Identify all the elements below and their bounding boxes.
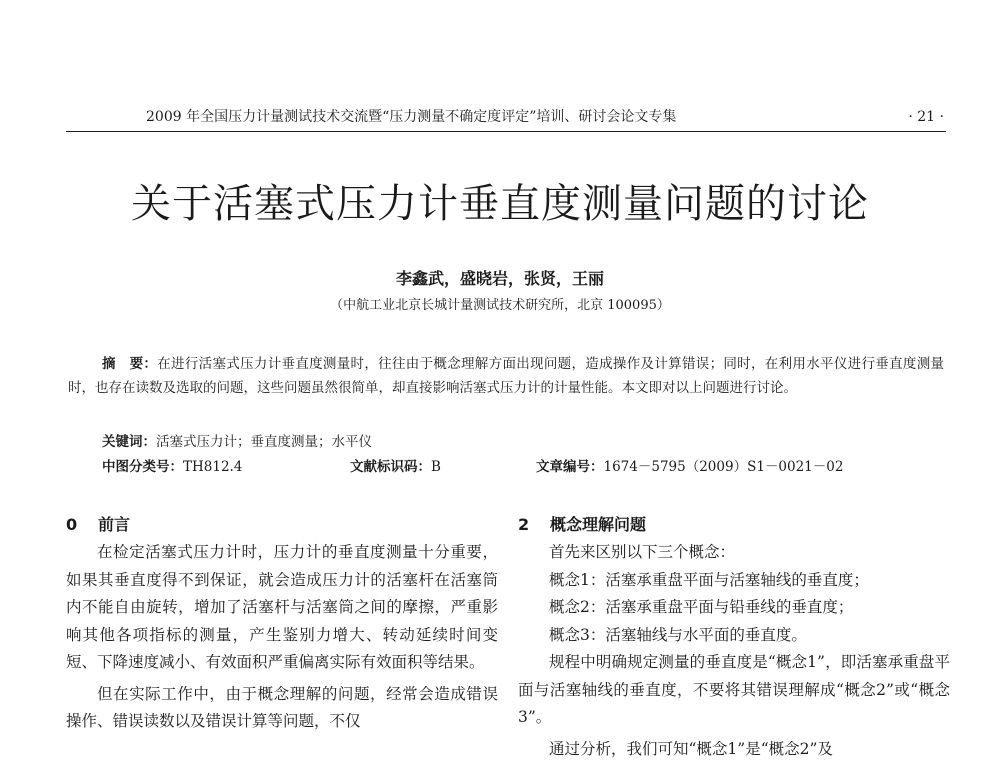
abstract-text: 在进行活塞式压力计垂直度测量时，往往由于概念理解方面出现问题，造成操作及计算错误；同时，在利用水平仪进行垂直度测量时，也存在读数及选取的问题，这些问题虽然很简单，却直接影响活塞式压力计的计量性能。本文即对以上问题进行讨论。: [68, 356, 944, 396]
left-column: [66, 510, 498, 736]
keywords: [102, 431, 372, 453]
classification-row: [102, 456, 944, 478]
keywords-text: 活塞式压力计；垂直度测量；水平仪: [156, 434, 372, 450]
section-title: 前言: [98, 515, 130, 534]
clc-number: [102, 456, 242, 478]
section-title: 概念理解问题: [550, 515, 646, 534]
doc-code-value: B: [431, 459, 441, 475]
article-number: [536, 456, 843, 478]
concepts-paragraph-2: 通过分析，我们可知“概念1”是“概念2”及: [518, 736, 950, 763]
section-heading-intro: [66, 510, 498, 539]
article-number-label: 文章编号：: [536, 459, 604, 475]
keywords-label: 关键词：: [102, 434, 156, 450]
right-column: [518, 510, 950, 763]
section-heading-concepts: [518, 510, 950, 539]
concept-item: 概念1：活塞承重盘平面与活塞轴线的垂直度；: [518, 567, 950, 595]
authors: 李鑫武，盛晓岩，张贤，王丽: [0, 268, 1000, 290]
section-number: 2: [518, 510, 550, 539]
clc-label: 中图分类号：: [102, 459, 183, 475]
intro-paragraph-2: 但在实际工作中，由于概念理解的问题，经常会造成错误操作、错误读数以及错误计算等问题，不仅: [66, 681, 498, 736]
section-number: 0: [66, 510, 98, 539]
abstract: [68, 352, 944, 400]
concept-item: 概念2：活塞承重盘平面与铅垂线的垂直度；: [518, 594, 950, 622]
abstract-label: 摘 要：: [102, 356, 157, 372]
affiliation: （中航工业北京长城计量测试技术研究所，北京 100095）: [0, 296, 1000, 316]
intro-paragraph-1: 在检定活塞式压力计时，压力计的垂直度测量十分重要，如果其垂直度得不到保证，就会造成压力计的活塞杆在活塞筒内不能自由旋转，增加了活塞杆与活塞筒之间的摩擦，严重影响其他各项指标的测量，产生鉴别力增大、转动延续时间变短、下降速度减小、有效面积严重偏离实际有效面积等结果。: [66, 539, 498, 677]
header-rule: [66, 131, 946, 132]
doc-code-label: 文献标识码：: [350, 459, 431, 475]
concept-item: 概念3：活塞轴线与水平面的垂直度。: [518, 622, 950, 650]
concepts-lead: 首先来区别以下三个概念：: [518, 539, 950, 567]
concepts-paragraph-1: 规程中明确规定测量的垂直度是“概念1”，即活塞承重盘平面与活塞轴线的垂直度，不要将其错误理解成“概念2”或“概念3”。: [518, 649, 950, 732]
running-header: [66, 106, 946, 128]
collection-title: 2009 年全国压力计量测试技术交流暨“压力测量不确定度评定”培训、研讨会论文专集: [146, 106, 676, 128]
document-code: [350, 456, 441, 478]
page-number: · 21 ·: [908, 106, 944, 128]
clc-value: TH812.4: [183, 459, 242, 475]
article-number-value: 1674－5795（2009）S1－0021－02: [604, 459, 844, 475]
paper-title: 关于活塞式压力计垂直度测量问题的讨论: [0, 178, 1000, 230]
